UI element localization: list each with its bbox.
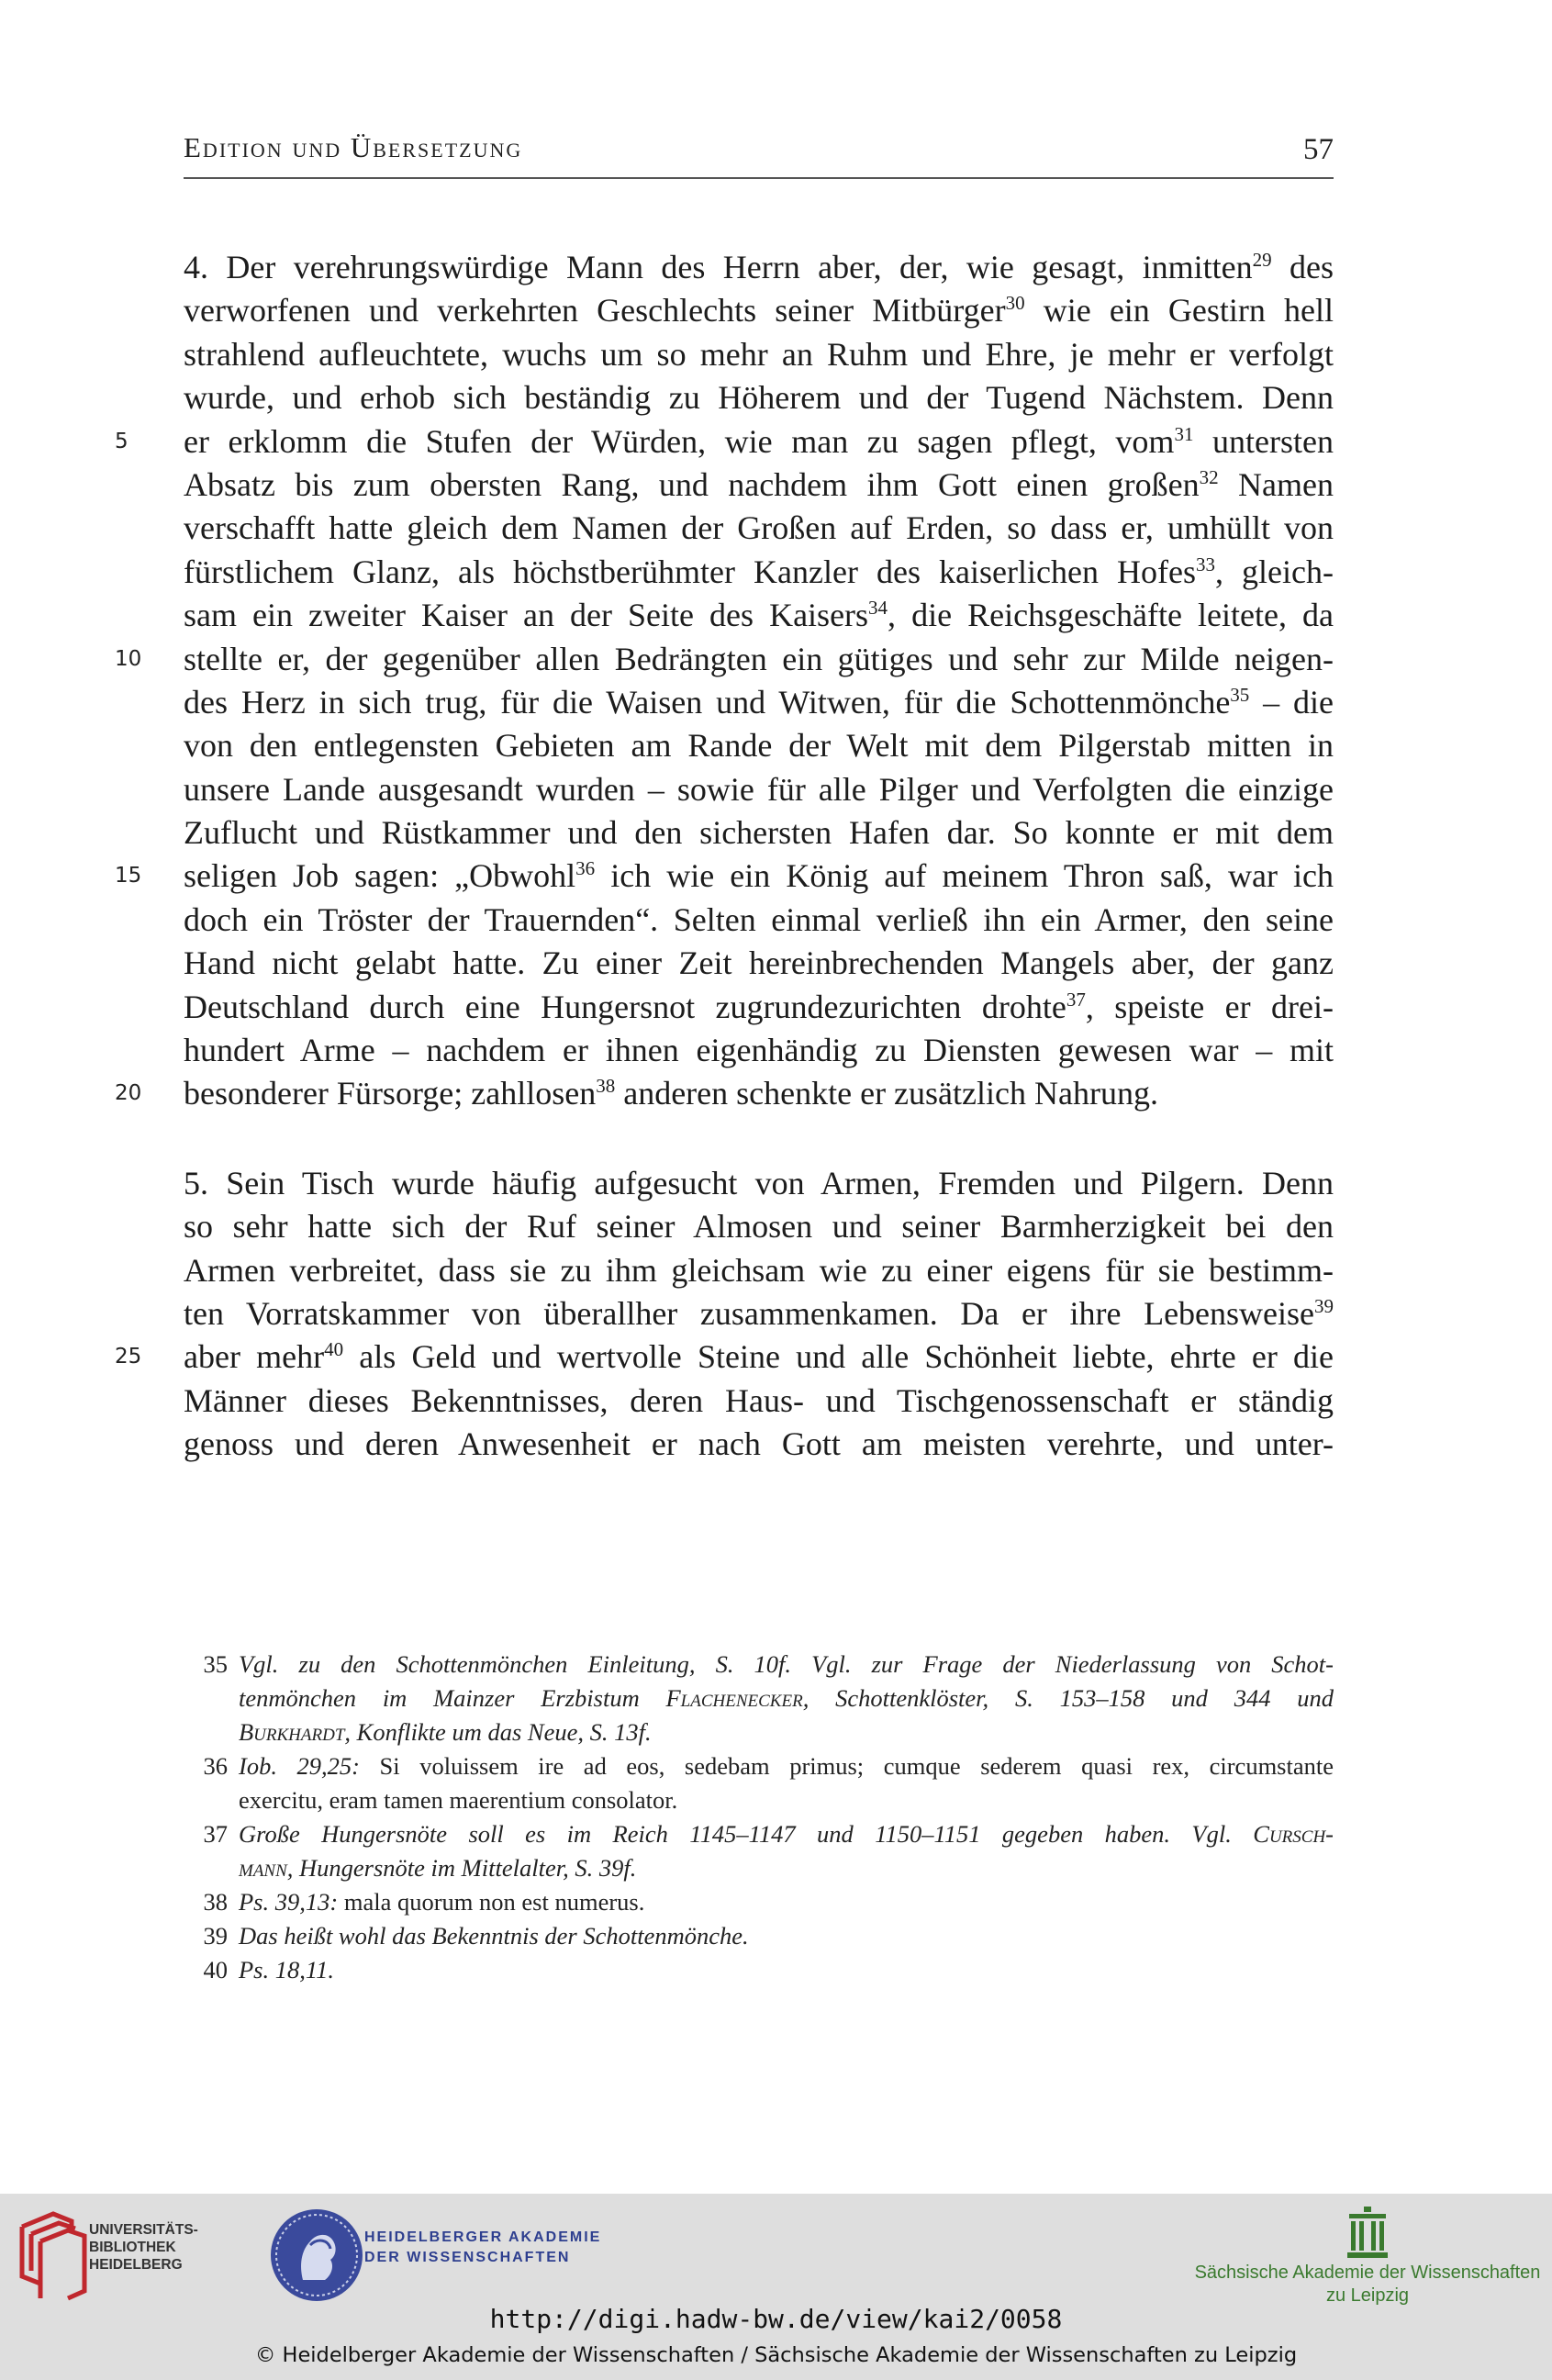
footnote-reference: 36 bbox=[575, 857, 596, 880]
text-line bbox=[184, 1292, 1334, 1335]
footnote-reference: 34 bbox=[868, 597, 888, 620]
text-segment: , gleich- bbox=[1215, 553, 1334, 590]
footnote-segment: tenmönchen im Mainzer Erzbistum bbox=[239, 1684, 666, 1712]
text-segment: fürstlichem Glanz, als höchstberühmter Kanzler des kaiserlichen Hofes bbox=[184, 553, 1196, 590]
footnote-segment: Große Hungersnöte soll es im Reich 1145–1147 und 1150–1151 gegeben haben. Vgl. bbox=[239, 1820, 1254, 1848]
text-line bbox=[115, 638, 1334, 681]
text-line bbox=[184, 551, 1334, 594]
text-line bbox=[184, 376, 1334, 419]
text-segment: 5. Sein Tisch wurde häufig aufgesucht von Armen, Fremden und Pilgern. Denn bbox=[184, 1164, 1334, 1201]
text-segment: unsere Lande ausgesandt wurden – sowie für alle Pilger und Verfolgten die einzige bbox=[184, 770, 1334, 808]
text-line bbox=[184, 1162, 1334, 1205]
footnote-number: 35 bbox=[203, 1650, 228, 1678]
text-segment: verschafft hatte gleich dem Namen der Großen auf Erden, so dass er, umhüllt von bbox=[184, 509, 1334, 547]
page-number: 57 bbox=[1303, 133, 1334, 166]
text-segment: Absatz bis zum obersten Rang, und nachdem ihm Gott einen großen bbox=[184, 465, 1200, 503]
text-line bbox=[184, 1249, 1334, 1292]
footnote-text bbox=[239, 1648, 1334, 1749]
footnote-text bbox=[239, 1919, 1334, 1953]
text-segment: – die bbox=[1249, 683, 1334, 721]
footnote-number: 38 bbox=[203, 1888, 228, 1916]
text-segment: Zuflucht und Rüstkammer und den sichersten Hafen dar. So konnte er mit dem bbox=[184, 814, 1334, 852]
text-segment: ich wie ein König auf meinem Thron saß, war ich bbox=[595, 857, 1334, 895]
saw-line-1: Sächsische Akademie der Wissenschaften bbox=[1194, 2263, 1541, 2283]
line-number: 25 bbox=[115, 1345, 142, 1369]
text-segment: Hand nicht gelabt hatte. Zu einer Zeit hereinbrechenden Mangels aber, der ganz bbox=[184, 944, 1334, 982]
text-line bbox=[115, 1072, 1334, 1115]
text-segment: , die Reichsgeschäfte leitete, da bbox=[888, 597, 1334, 634]
footnote-line bbox=[239, 1648, 1334, 1682]
running-title: Edition und Übersetzung bbox=[184, 131, 523, 163]
footnote-segment: , Schottenklöster, S. 153–158 und 344 und bbox=[802, 1684, 1334, 1712]
footnote-segment: Ps. 39,13: bbox=[239, 1888, 339, 1916]
hadw-line-2: DER WISSENSCHAFTEN bbox=[364, 2250, 571, 2265]
ub-line-3: HEIDELBERG bbox=[89, 2257, 183, 2273]
footnote-line bbox=[239, 1817, 1334, 1851]
footnote-reference: 30 bbox=[1005, 292, 1025, 315]
text-segment: Deutschland durch eine Hungersnot zugrundezurichten drohte bbox=[184, 988, 1066, 1025]
text-segment: doch ein Tröster der Trauernden“. Selten einmal verließ ihn ein Armer, den seine bbox=[184, 900, 1334, 938]
footnote bbox=[184, 1749, 1334, 1817]
text-segment: hundert Arme – nachdem er ihnen eigenhändig zu Diensten gewesen war – mit bbox=[184, 1032, 1334, 1069]
footnote-segment: exercitu, eram tamen maerentium consolator. bbox=[239, 1786, 678, 1814]
text-segment: von den entlegensten Gebieten am Rande der Welt mit dem Pilgerstab mitten in bbox=[184, 727, 1334, 765]
text-line bbox=[184, 333, 1334, 376]
text-segment: aber mehr bbox=[184, 1338, 325, 1376]
hadw-seal-icon bbox=[266, 2205, 367, 2306]
text-line bbox=[184, 986, 1334, 1029]
ub-line-2: BIBLIOTHEK bbox=[89, 2240, 176, 2255]
saw-text bbox=[1193, 2262, 1542, 2307]
text-line bbox=[184, 899, 1334, 942]
text-segment: wurde, und erhob sich beständig zu Höherem und der Tugend Nächstem. Denn bbox=[184, 379, 1334, 417]
text-segment: seligen Job sagen: „Obwohl bbox=[184, 857, 576, 895]
text-segment: Armen verbreitet, dass sie zu ihm gleichsam wie zu einer eigens für sie bestimm- bbox=[184, 1251, 1334, 1289]
footnote-reference: 29 bbox=[1252, 249, 1272, 271]
text-line bbox=[184, 768, 1334, 811]
author-name: Cursch- bbox=[1253, 1820, 1334, 1848]
footnote-number: 39 bbox=[203, 1922, 228, 1950]
hadw-text bbox=[364, 2228, 601, 2268]
text-segment: des Herz in sich trug, für die Waisen und Witwen, für die Schottenmönche bbox=[184, 683, 1231, 721]
running-head bbox=[184, 131, 1334, 179]
text-segment: so sehr hatte sich der Ruf seiner Almosen und seiner Barmherzigkeit bei den bbox=[184, 1208, 1334, 1246]
footnote-line bbox=[239, 1749, 1334, 1783]
text-segment: des bbox=[1271, 249, 1334, 285]
text-segment: wie ein Gestirn hell bbox=[1024, 292, 1334, 330]
text-segment: ten Vorratskammer von überallher zusammenkamen. Da er ihre Lebensweise bbox=[184, 1294, 1314, 1332]
footnote-segment: Vgl. zu den Schottenmönchen Einleitung, S. 10f. Vgl. zur Frage der Niederlassung von Schot- bbox=[239, 1650, 1334, 1678]
footnote-reference: 39 bbox=[1314, 1294, 1334, 1317]
text-line bbox=[184, 1423, 1334, 1466]
author-name: Burkhardt bbox=[239, 1718, 345, 1746]
text-segment: Männer dieses Bekenntnisses, deren Haus- und Tischgenossenschaft er ständig bbox=[184, 1381, 1334, 1419]
ub-heidelberg-text bbox=[89, 2221, 198, 2274]
footnote-segment: Das heißt wohl das Bekenntnis der Schottenmönche. bbox=[239, 1922, 749, 1950]
text-line bbox=[184, 681, 1334, 724]
text-line bbox=[184, 724, 1334, 767]
line-number: 15 bbox=[115, 864, 142, 888]
footnote-segment: mala quorum non est numerus. bbox=[338, 1888, 645, 1916]
line-number: 10 bbox=[115, 646, 142, 671]
footnote bbox=[184, 1648, 1334, 1749]
text-line bbox=[115, 855, 1334, 898]
footnote bbox=[184, 1953, 1334, 1987]
footnote-text bbox=[239, 1817, 1334, 1885]
text-segment: als Geld und wertvolle Steine und alle Schönheit liebte, ehrte er die bbox=[343, 1338, 1334, 1376]
footnote-number: 40 bbox=[203, 1956, 228, 1983]
footnote-line bbox=[239, 1783, 1334, 1817]
line-number: 5 bbox=[115, 429, 128, 453]
author-name: mann bbox=[239, 1854, 287, 1882]
footnote-number: 37 bbox=[203, 1820, 228, 1848]
footnote-segment: , Konflikte um das Neue, S. 13f. bbox=[344, 1718, 652, 1746]
footnote-line bbox=[239, 1715, 1334, 1749]
footnote-reference: 32 bbox=[1199, 465, 1219, 488]
text-segment: strahlend aufleuchtete, wuchs um so mehr an Ruhm und Ehre, je mehr er verfolgt bbox=[184, 335, 1334, 373]
footnote-reference: 38 bbox=[596, 1075, 616, 1098]
footnote-text bbox=[239, 1885, 1334, 1919]
text-segment: , speiste er drei- bbox=[1085, 988, 1334, 1025]
text-line bbox=[115, 1335, 1334, 1379]
text-line bbox=[184, 942, 1334, 985]
footnote-reference: 37 bbox=[1066, 988, 1086, 1011]
footnote-segment: Si voluissem ire ad eos, sedebam primus; cumque sederem quasi rex, circumstante bbox=[359, 1752, 1334, 1780]
text-line bbox=[184, 1205, 1334, 1248]
text-line bbox=[184, 246, 1334, 289]
text-line bbox=[184, 289, 1334, 332]
text-segment: 4. Der verehrungswürdige Mann des Herrn aber, der, wie gesagt, inmitten bbox=[184, 249, 1253, 285]
text-line bbox=[184, 464, 1334, 507]
footnote-line bbox=[239, 1885, 1334, 1919]
text-line bbox=[184, 1380, 1334, 1423]
footnote bbox=[184, 1817, 1334, 1885]
text-line bbox=[184, 594, 1334, 637]
footnote-segment: Ps. 18,11. bbox=[239, 1956, 335, 1983]
copyright-notice: © Heidelberger Akademie der Wissenschaften / Sächsische Akademie der Wissenschaften zu Leipzig bbox=[254, 2343, 1298, 2367]
hadw-line-1: HEIDELBERGER AKADEMIE bbox=[364, 2229, 602, 2245]
ub-line-1: UNIVERSITÄTS- bbox=[89, 2222, 198, 2238]
footnote-reference: 33 bbox=[1196, 553, 1215, 575]
footnote-text bbox=[239, 1953, 1334, 1987]
author-name: Flachenecker bbox=[665, 1684, 803, 1712]
footnote-line bbox=[239, 1919, 1334, 1953]
footnote-number: 36 bbox=[203, 1752, 228, 1780]
line-number: 20 bbox=[115, 1081, 142, 1106]
footnotes bbox=[184, 1648, 1334, 1987]
text-segment: anderen schenkte er zusätzlich Nahrung. bbox=[615, 1075, 1158, 1112]
text-segment: Namen bbox=[1218, 465, 1334, 503]
footnote bbox=[184, 1885, 1334, 1919]
footnote-reference: 40 bbox=[324, 1338, 344, 1361]
text-line bbox=[184, 1029, 1334, 1072]
footnote-line bbox=[239, 1682, 1334, 1715]
text-line bbox=[184, 811, 1334, 855]
text-line bbox=[184, 507, 1334, 550]
paragraph-gap bbox=[184, 1116, 1334, 1162]
footnote-reference: 35 bbox=[1230, 683, 1250, 706]
text-segment: er erklomm die Stufen der Würden, wie man zu sagen pflegt, vom bbox=[184, 422, 1175, 460]
footnote-segment: Iob. 29,25: bbox=[239, 1752, 360, 1780]
text-segment: besonderer Fürsorge; zahllosen bbox=[184, 1075, 597, 1112]
footnote-line bbox=[239, 1851, 1334, 1885]
source-url-link[interactable]: http://digi.hadw-bw.de/view/kai2/0058 bbox=[489, 2304, 1063, 2334]
footnote-reference: 31 bbox=[1174, 422, 1194, 445]
footnote-line bbox=[239, 1953, 1334, 1987]
main-text bbox=[115, 246, 1334, 1467]
text-segment: sam ein zweiter Kaiser an der Seite des Kaisers bbox=[184, 597, 869, 634]
text-segment: verworfenen und verkehrten Geschlechts seiner Mitbürger bbox=[184, 292, 1006, 330]
text-segment: untersten bbox=[1193, 422, 1334, 460]
text-segment: stellte er, der gegenüber allen Bedrängten ein gütiges und sehr zur Milde neigen- bbox=[184, 640, 1334, 677]
saw-building-icon bbox=[1345, 2207, 1390, 2260]
text-segment: genoss und deren Anwesenheit er nach Gott am meisten verehrte, und unter- bbox=[184, 1425, 1334, 1463]
saw-line-2: zu Leipzig bbox=[1325, 2285, 1410, 2306]
footnote bbox=[184, 1919, 1334, 1953]
footnote-text bbox=[239, 1749, 1334, 1817]
footnote-segment: , Hungersnöte im Mittelalter, S. 39f. bbox=[286, 1854, 637, 1882]
text-line bbox=[115, 420, 1334, 464]
